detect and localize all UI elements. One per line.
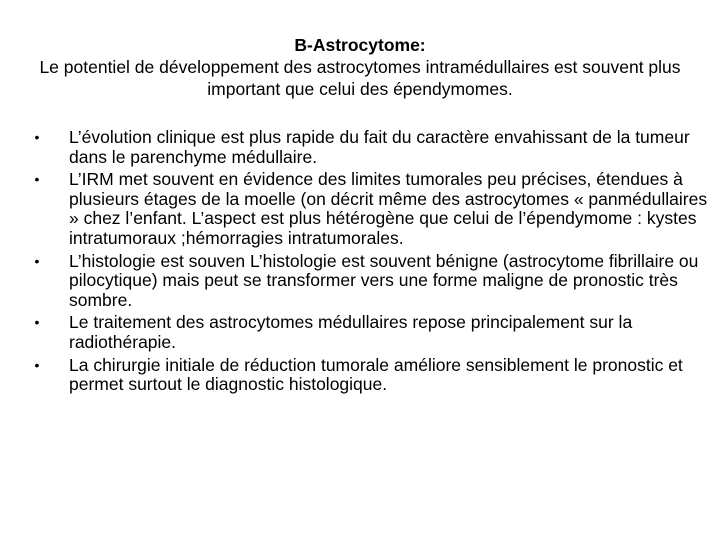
- bullet-icon: •: [34, 356, 40, 373]
- bullet-text: L’histologie est souven L’histologie est souvent bénigne (astrocytome fibrillaire ou pilocytique) mais peut se transformer vers une forme maligne de pronostic très sombre.: [69, 250, 699, 310]
- bullet-icon: •: [34, 314, 40, 331]
- bullet-text: La chirurgie initiale de réduction tumorale améliore sensiblement le pronostic et permet surtout le diagnostic histologique.: [69, 354, 683, 395]
- bullet-icon: •: [34, 252, 40, 269]
- slide-subtitle: Le potentiel de développement des astrocytomes intramédullaires est souvent plus important que celui des épendymomes.: [39, 57, 681, 99]
- bullet-item-clinical-evolution: [30, 128, 710, 167]
- bullet-item-histology: [30, 252, 710, 311]
- bullet-item-treatment: [30, 313, 710, 352]
- bullet-item-mri: [30, 170, 710, 248]
- bullet-text: Le traitement des astrocytomes médullaires repose principalement sur la radiothérapie.: [69, 312, 633, 352]
- bullet-text: L’IRM met souvent en évidence des limites tumorales peu précises, étendues à plusieurs étages de la moelle (on décrit même des astrocytomes « panmédullaires » chez l’enfant. L’aspect est plus hétérogène que celui de l’épendymome : kystes intratumoraux ;hémorragies intratumorales.: [69, 169, 708, 248]
- bullet-item-surgery: [30, 356, 710, 395]
- bullet-text: L’évolution clinique est plus rapide du fait du caractère envahissant de la tumeur dans le parenchyme médullaire.: [69, 127, 690, 167]
- bullet-icon: •: [34, 129, 40, 145]
- slide-title: B-Astrocytome:: [294, 35, 426, 55]
- bullet-icon: •: [34, 171, 40, 188]
- bullet-list: [30, 128, 710, 398]
- slide-header: [20, 34, 700, 100]
